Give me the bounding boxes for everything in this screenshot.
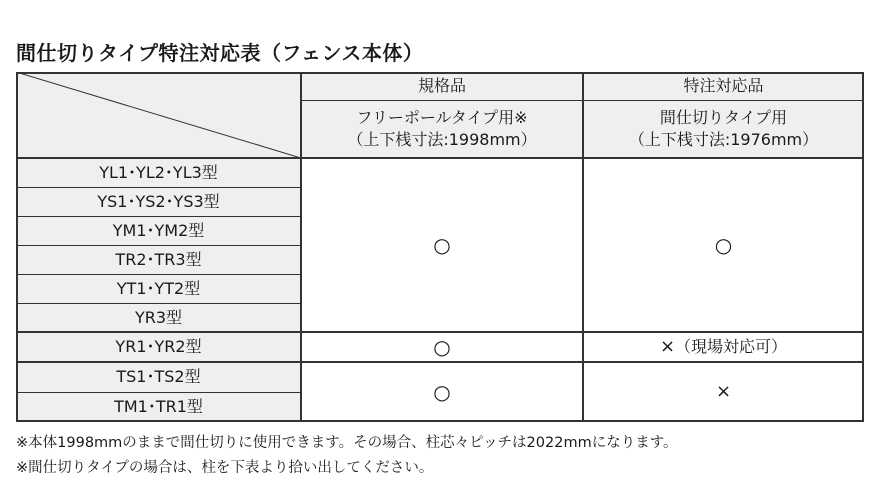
- footnote: ※本体1998mmのままで間仕切りに使用できます。その場合、柱芯々ピッチは2022mmになります。: [16, 435, 678, 451]
- cross-mark: ×: [659, 336, 676, 357]
- header-custom-sub-line2: （上下桟寸法:1976mm）: [628, 130, 819, 149]
- row-label: YR3型: [134, 307, 183, 327]
- row-label-cell: [16, 392, 301, 422]
- corner-cell: [16, 72, 301, 158]
- group2-standard-cell: [301, 332, 583, 362]
- row-label-cell: [16, 245, 301, 274]
- row-label-cell: [16, 274, 301, 303]
- custom-order-table: [16, 72, 864, 422]
- circle-mark: ○: [433, 233, 451, 257]
- header-standard-sub: [301, 100, 583, 158]
- row-label: YR1･YR2型: [115, 337, 202, 356]
- diagonal-line: [16, 72, 301, 158]
- grid-hline: [16, 187, 301, 188]
- row-label-cell: [16, 158, 301, 187]
- header-custom-sub-line1: 間仕切りタイプ用: [659, 108, 788, 127]
- row-label: YM1･YM2型: [112, 220, 205, 240]
- header-standard-sub-line2: （上下桟寸法:1998mm）: [347, 130, 537, 149]
- circle-mark: ○: [433, 380, 451, 404]
- group3-standard-cell: [301, 362, 583, 422]
- grid-hline: [301, 100, 864, 101]
- row-label: TS1･TS2型: [116, 367, 201, 386]
- row-label-cell: [16, 362, 301, 392]
- header-standard-label: 規格品: [417, 76, 466, 95]
- grid-vline: [300, 72, 302, 422]
- row-label: YT1･YT2型: [116, 278, 201, 298]
- group2-custom-cell: [583, 332, 864, 362]
- group1-standard-cell: [301, 158, 583, 332]
- header-standard-group: [301, 72, 583, 100]
- row-label: YL1･YL2･YL3型: [99, 162, 218, 182]
- circle-mark: ○: [714, 233, 733, 257]
- row-label-cell: [16, 216, 301, 245]
- grid-hline: [16, 392, 301, 393]
- header-custom-sub: [583, 100, 864, 158]
- header-custom-label: 特注対応品: [683, 76, 764, 95]
- circle-mark: ○: [433, 335, 451, 359]
- grid-vline: [582, 72, 584, 422]
- grid-hline: [16, 303, 301, 304]
- cross-mark: ×: [715, 381, 732, 402]
- row-label: TM1･TR1型: [114, 397, 203, 416]
- row-label-cell: [16, 187, 301, 216]
- grid-hline: [16, 157, 864, 159]
- header-standard-sub-line1: フリーポールタイプ用※: [356, 108, 528, 127]
- row-label: YS1･YS2･YS3型: [97, 191, 220, 211]
- grid-hline: [16, 216, 301, 217]
- row-label-cell: [16, 303, 301, 332]
- footnote: ※間仕切りタイプの場合は、柱を下表より拾い出してください。: [16, 460, 434, 476]
- row-label-cell: [16, 332, 301, 362]
- grid-hline: [16, 274, 301, 275]
- group3-custom-cell: [583, 362, 864, 422]
- grid-hline: [16, 245, 301, 246]
- row-label: TR2･TR3型: [115, 249, 202, 269]
- page-title: 間仕切りタイプ特注対応表（フェンス本体）: [16, 41, 424, 65]
- onsite-note: （現場対応可）: [675, 337, 788, 356]
- grid-hline: [16, 361, 864, 363]
- header-custom-group: [583, 72, 864, 100]
- group1-custom-cell: [583, 158, 864, 332]
- grid-hline: [16, 331, 864, 333]
